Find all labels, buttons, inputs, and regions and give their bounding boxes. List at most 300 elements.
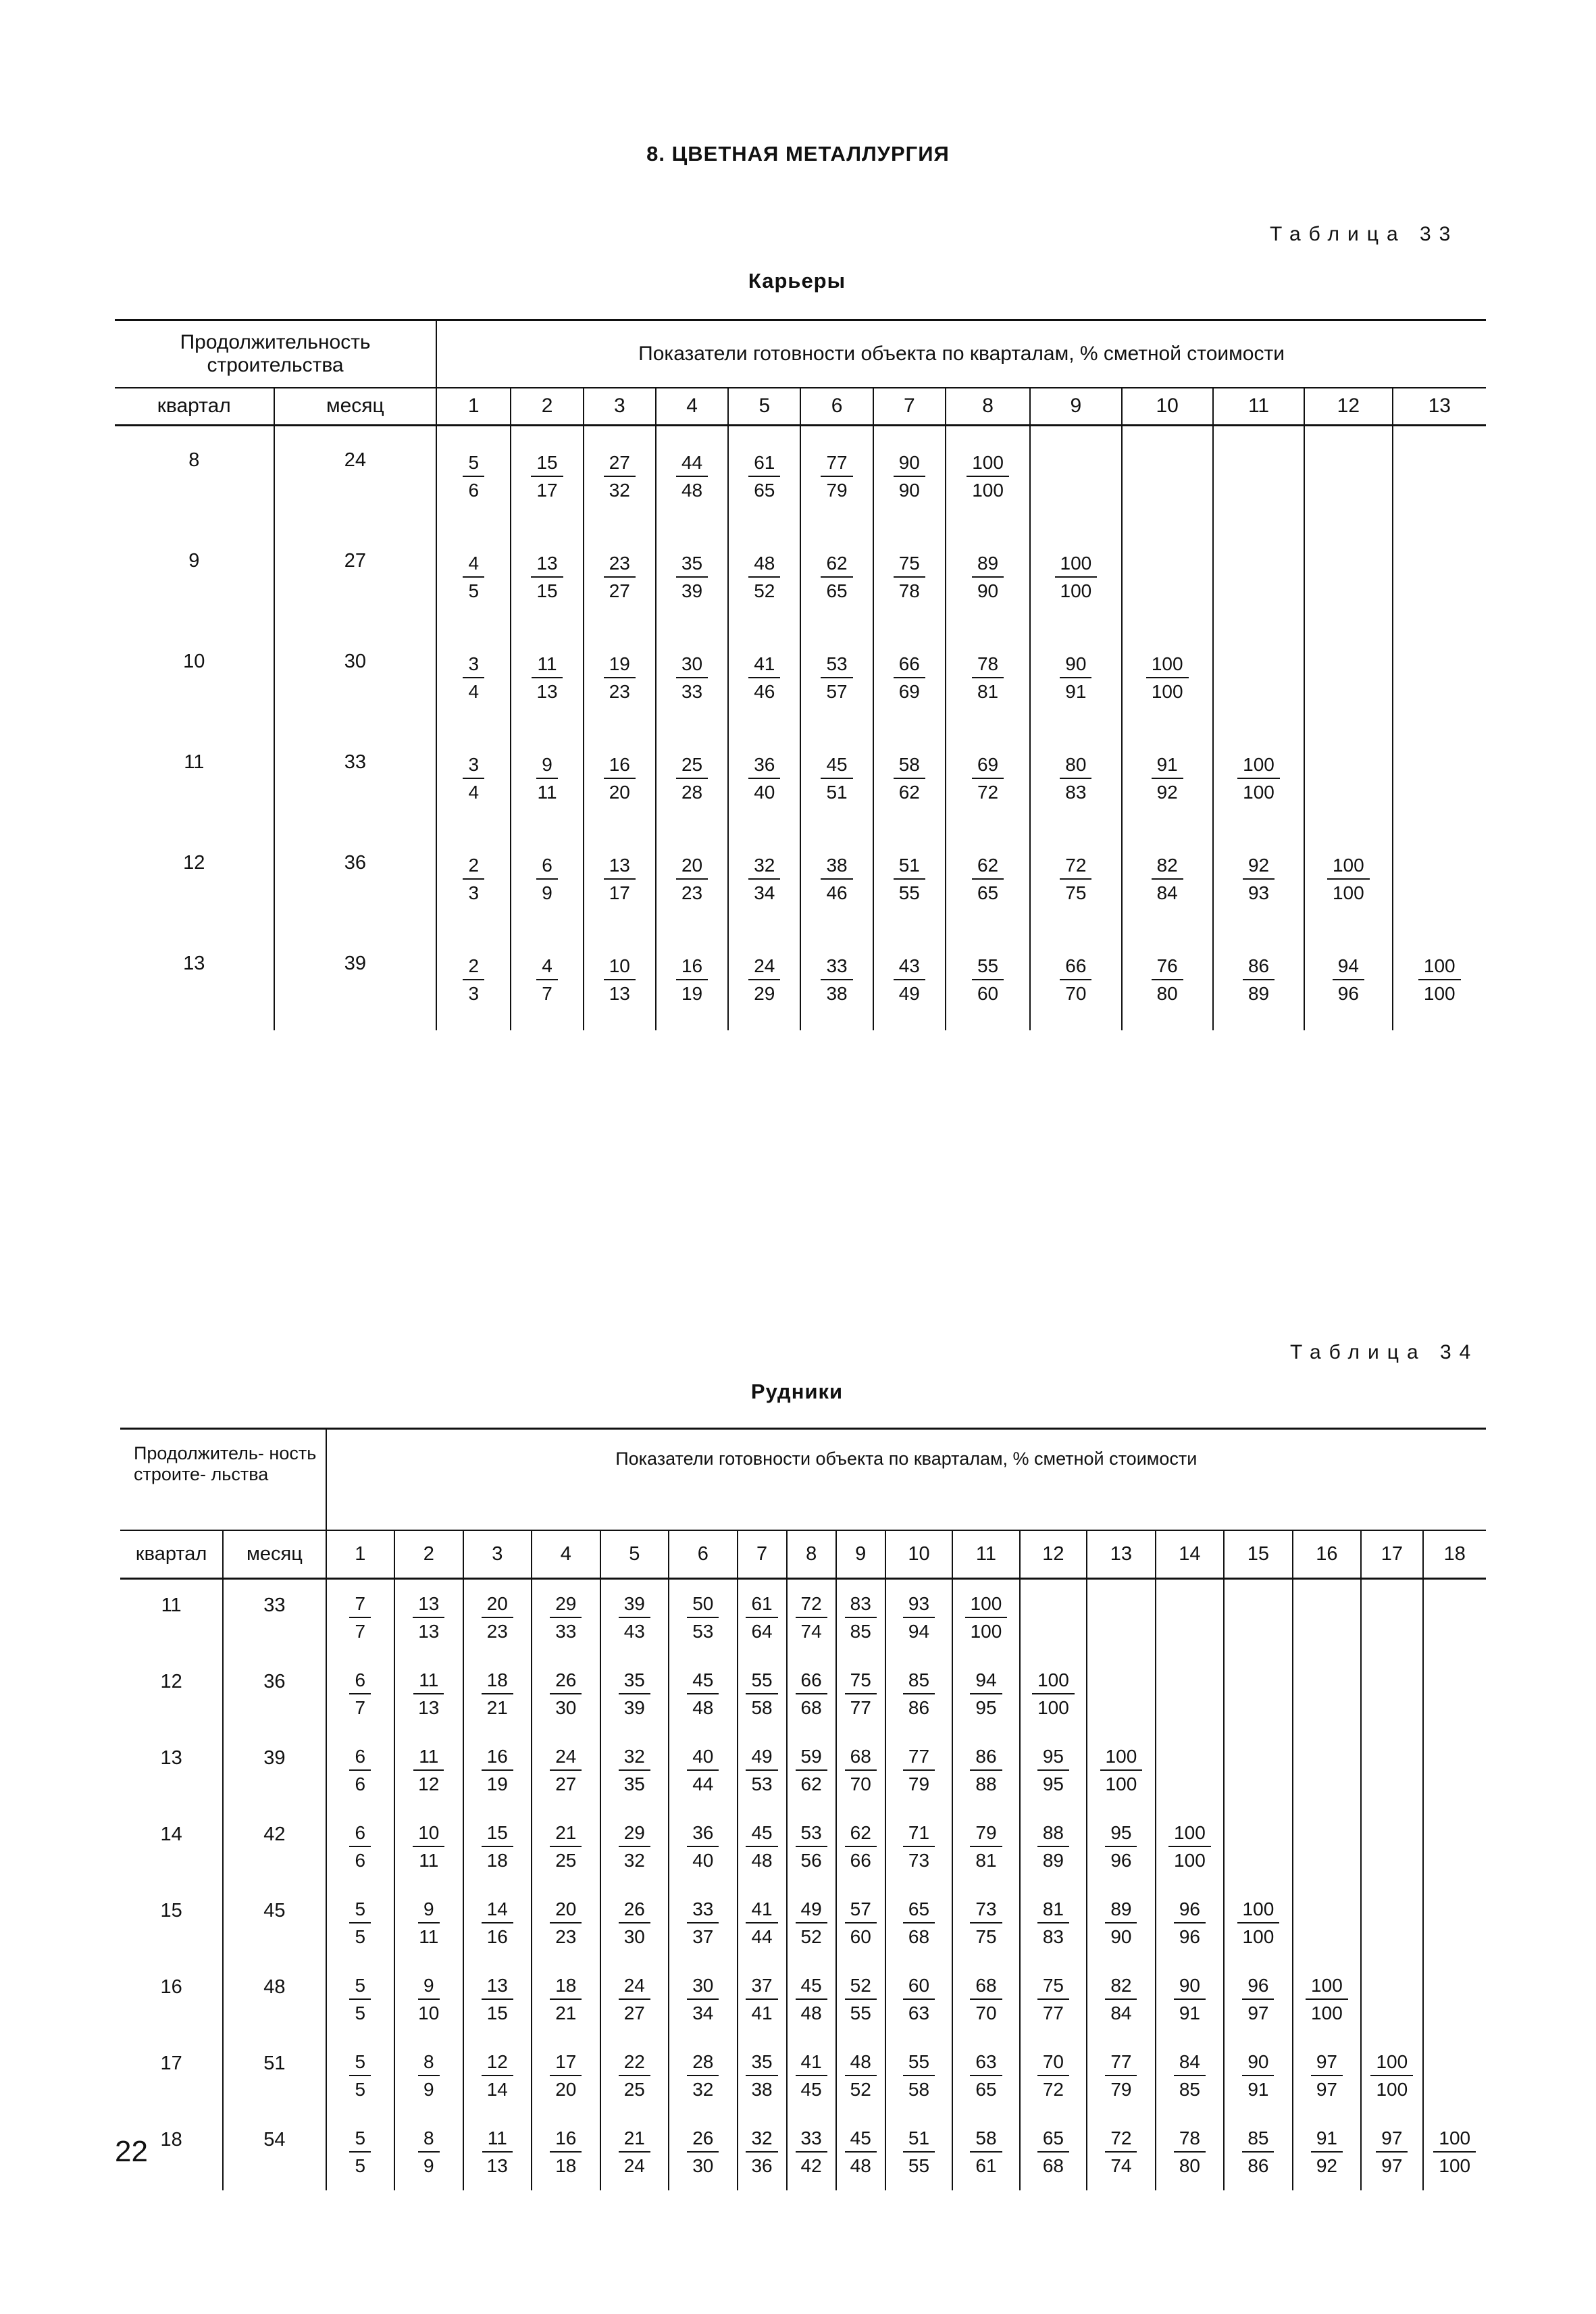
fraction [1433,2128,1476,2176]
fraction-denominator: 75 [1065,882,1087,903]
fraction [687,1746,719,1794]
fraction [746,1975,777,2023]
value-cell [1020,1961,1087,2038]
value-cell [952,2038,1019,2114]
fraction [1327,855,1370,903]
value-cell [1213,728,1304,829]
value-cell [952,1885,1019,1961]
fraction-numerator: 33 [821,955,852,980]
fraction-denominator: 62 [800,1773,822,1794]
value-cell [1293,1885,1362,1961]
value-cell [1393,628,1487,728]
value-cell [656,527,728,628]
fraction [821,452,852,501]
fraction-numerator: 51 [903,2128,935,2152]
fraction [972,653,1004,702]
fraction [1168,1822,1211,1871]
fraction-numerator: 100 [967,452,1009,476]
value-cell [600,1656,669,1732]
fraction-denominator: 86 [1247,2155,1269,2176]
fraction-denominator: 23 [555,1926,577,1947]
fraction-denominator: 48 [692,1696,714,1718]
fraction [619,2128,650,2176]
fraction-denominator: 48 [850,2155,871,2176]
quarter-header-7: 7 [873,388,946,426]
fraction-denominator: 13 [536,680,558,702]
fraction-denominator: 100 [1037,1696,1069,1718]
fraction-numerator: 39 [619,1593,650,1617]
table-33-caption: Карьеры [748,269,846,293]
fraction-denominator: 40 [754,781,775,803]
value-cell [1030,930,1121,1030]
value-cell [1423,2038,1487,2114]
fraction-denominator: 19 [486,1773,508,1794]
value-cell [463,1732,532,1809]
fraction-numerator: 66 [894,653,925,678]
value-cell [436,930,511,1030]
value-cell [326,2038,395,2114]
fraction-numerator: 90 [894,452,925,476]
table-row [115,527,1486,628]
table-row [115,426,1486,528]
fraction [972,855,1004,903]
fraction-denominator: 38 [751,2078,773,2100]
fraction [550,1975,582,2023]
fraction-numerator: 49 [796,1898,827,1923]
fraction-numerator: 49 [746,1746,777,1770]
value-cell [946,527,1030,628]
fraction-numerator: 84 [1174,2051,1206,2076]
fraction-denominator: 52 [754,580,775,601]
fraction-denominator: 32 [609,479,630,501]
fraction-denominator: 20 [555,2078,577,2100]
value-cell [1122,930,1213,1030]
row-quarter: 8 [115,426,274,528]
value-cell [787,1961,836,2038]
fraction-numerator: 4 [536,955,558,980]
value-cell [885,1732,952,1809]
fraction-denominator: 63 [908,2002,930,2023]
value-cell [436,527,511,628]
value-cell [1156,1579,1225,1657]
fraction [349,1822,371,1871]
fraction-denominator: 34 [754,882,775,903]
value-cell [1156,1809,1225,1885]
fraction-denominator: 5 [355,1926,366,1947]
fraction [1174,1898,1206,1947]
fraction-denominator: 84 [1110,2002,1132,2023]
fraction-denominator: 30 [623,1926,645,1947]
fraction [972,955,1004,1004]
value-cell [873,930,946,1030]
fraction [687,1593,719,1642]
fraction-numerator: 43 [894,955,925,980]
fraction-numerator: 51 [894,855,925,879]
value-cell [787,2114,836,2190]
value-cell [394,1656,463,1732]
fraction-numerator: 77 [821,452,852,476]
value-cell [656,728,728,829]
fraction-numerator: 26 [687,2128,719,2152]
value-cell [1293,1579,1362,1657]
fraction [970,1822,1002,1871]
fraction-numerator: 96 [1174,1898,1206,1923]
fraction-numerator: 17 [550,2051,582,2076]
fraction-numerator: 68 [970,1975,1002,1999]
fraction-numerator: 91 [1152,754,1183,778]
fraction-denominator: 83 [1065,781,1087,803]
fraction [1152,754,1183,803]
fraction-numerator: 97 [1311,2051,1343,2076]
fraction-numerator: 35 [676,553,708,577]
row-month: 36 [274,829,437,930]
fraction [1060,653,1091,702]
fraction-numerator: 25 [676,754,708,778]
row-quarter: 16 [120,1961,223,2038]
fraction-denominator: 6 [355,1849,366,1871]
fraction-numerator: 76 [1152,955,1183,980]
table-row [115,829,1486,930]
fraction-numerator: 55 [903,2051,935,2076]
fraction-denominator: 70 [1065,982,1087,1004]
fraction-numerator: 11 [413,1746,444,1770]
value-cell [1087,2114,1156,2190]
fraction-denominator: 79 [1110,2078,1132,2100]
fraction [687,2051,719,2100]
fraction-denominator: 23 [681,882,703,903]
value-cell [436,829,511,930]
fraction-numerator: 53 [796,1822,827,1846]
fraction-numerator: 20 [676,855,708,879]
fraction-numerator: 83 [845,1593,877,1617]
fraction-denominator: 43 [623,1620,645,1642]
fraction-denominator: 85 [850,1620,871,1642]
fraction [482,1593,513,1642]
fraction [903,1822,935,1871]
fraction-numerator: 93 [903,1593,935,1617]
fraction-numerator: 63 [970,2051,1002,2076]
value-cell [1423,1885,1487,1961]
fraction [894,754,925,803]
quarter-header-5: 5 [600,1530,669,1579]
fraction-denominator: 89 [1247,982,1270,1004]
fraction-numerator: 16 [550,2128,582,2152]
fraction-denominator: 40 [692,1849,714,1871]
fraction-numerator: 60 [903,1975,935,1999]
fraction-numerator: 52 [845,1975,877,1999]
fraction-denominator: 68 [800,1696,822,1718]
quarter-header-1: 1 [436,388,511,426]
fraction [413,1593,444,1642]
value-cell [1030,728,1121,829]
fraction-numerator: 81 [1037,1898,1069,1923]
fraction [746,1593,777,1642]
fraction-denominator: 97 [1316,2078,1337,2100]
table-row [115,628,1486,728]
value-cell [1224,1656,1293,1732]
row-quarter: 15 [120,1885,223,1961]
fraction-denominator: 48 [800,2002,822,2023]
value-cell [952,1732,1019,1809]
fraction-denominator: 18 [486,1849,508,1871]
fraction [970,1975,1002,2023]
fraction-numerator: 82 [1105,1975,1137,1999]
fraction-numerator: 40 [687,1746,719,1770]
value-cell [1020,1885,1087,1961]
fraction-denominator: 10 [418,2002,440,2023]
quarter-header-6: 6 [800,388,873,426]
fraction-numerator: 100 [1100,1746,1143,1770]
value-cell [600,1579,669,1657]
fraction-denominator: 5 [355,2078,366,2100]
fraction-numerator: 9 [536,754,558,778]
value-cell [394,1732,463,1809]
quarter-header-3: 3 [584,388,656,426]
value-cell [738,2038,787,2114]
row-month: 39 [223,1732,326,1809]
fraction [550,1746,582,1794]
fraction [1105,1822,1137,1871]
value-cell [1020,2038,1087,2114]
fraction-denominator: 75 [975,1926,997,1947]
fraction-denominator: 100 [1242,1926,1275,1947]
section-title: 8. ЦВЕТНАЯ МЕТАЛЛУРГИЯ [646,142,950,166]
value-cell [1293,2114,1362,2190]
fraction-denominator: 15 [486,2002,508,2023]
fraction-denominator: 100 [1105,1773,1137,1794]
value-cell [1293,1656,1362,1732]
fraction-denominator: 46 [826,882,848,903]
quarter-header-2: 2 [394,1530,463,1579]
fraction-denominator: 32 [623,1849,645,1871]
value-cell [836,2038,885,2114]
fraction-denominator: 65 [975,2078,997,2100]
fraction [796,1746,827,1794]
value-cell [728,527,800,628]
row-month: 36 [223,1656,326,1732]
fraction [796,1822,827,1871]
fraction-numerator: 41 [748,653,780,678]
fraction-numerator: 5 [349,1898,371,1923]
fraction-denominator: 95 [975,1696,997,1718]
fraction-numerator: 45 [746,1822,777,1846]
indicators-header: Показатели готовности объекта по кварталам, % сметной стоимости [436,320,1486,388]
value-cell [1030,628,1121,728]
value-cell [1087,2038,1156,2114]
fraction-denominator: 68 [908,1926,930,1947]
fraction [1060,855,1091,903]
value-cell [656,829,728,930]
fraction-numerator: 32 [748,855,780,879]
fraction-denominator: 52 [850,2078,871,2100]
value-cell [1087,1732,1156,1809]
row-month: 27 [274,527,437,628]
value-cell [600,1885,669,1961]
fraction-numerator: 16 [676,955,708,980]
value-cell [669,1656,738,1732]
fraction [845,2051,877,2100]
fraction-denominator: 53 [751,1773,773,1794]
fraction-denominator: 61 [975,2155,997,2176]
fraction-numerator: 79 [970,1822,1002,1846]
fraction-denominator: 28 [681,781,703,803]
value-cell [584,728,656,829]
quarter-header-4: 4 [532,1530,600,1579]
quarter-header-10: 10 [885,1530,952,1579]
fraction-denominator: 13 [418,1696,440,1718]
fraction [1037,1746,1069,1794]
fraction-denominator: 17 [536,479,558,501]
value-cell [669,1885,738,1961]
fraction-numerator: 14 [482,1898,513,1923]
fraction [894,452,925,501]
value-cell [1304,728,1392,829]
value-cell [1224,1809,1293,1885]
value-cell [1304,628,1392,728]
fraction-denominator: 7 [355,1696,366,1718]
value-cell [946,930,1030,1030]
value-cell [669,1961,738,2038]
fraction-numerator: 75 [1037,1975,1069,1999]
fraction [482,1898,513,1947]
fraction-numerator: 44 [676,452,708,476]
value-cell [800,728,873,829]
fraction-denominator: 23 [486,1620,508,1642]
fraction-numerator: 10 [604,955,636,980]
fraction-numerator: 3 [463,754,484,778]
fraction [972,553,1004,601]
fraction [746,1898,777,1947]
fraction [970,2051,1002,2100]
fraction [413,1822,444,1871]
fraction-numerator: 6 [349,1822,371,1846]
fraction-numerator: 11 [413,1669,444,1694]
fraction [845,1593,877,1642]
value-cell [463,1809,532,1885]
value-cell [394,2038,463,2114]
fraction [1237,1898,1280,1947]
quarter-header-13: 13 [1087,1530,1156,1579]
col-quarter-header: квартал [120,1530,223,1579]
fraction-numerator: 29 [550,1593,582,1617]
table-row [115,728,1486,829]
fraction-denominator: 74 [800,1620,822,1642]
fraction [970,1669,1002,1718]
fraction-denominator: 52 [800,1926,822,1947]
fraction-numerator: 36 [687,1822,719,1846]
fraction-denominator: 18 [555,2155,577,2176]
table-row [120,1656,1486,1732]
fraction-denominator: 72 [977,781,999,803]
fraction [845,1975,877,2023]
value-cell [1361,1656,1422,1732]
row-month: 30 [274,628,437,728]
value-cell [1122,628,1213,728]
value-cell [738,1961,787,2038]
fraction [687,1669,719,1718]
fraction [1333,955,1364,1004]
value-cell [511,829,583,930]
fraction-denominator: 74 [1110,2155,1132,2176]
fraction-denominator: 6 [355,1773,366,1794]
fraction [418,1898,440,1947]
fraction-denominator: 90 [1110,1926,1132,1947]
value-cell [326,2114,395,2190]
fraction [676,855,708,903]
row-quarter: 9 [115,527,274,628]
fraction-numerator: 65 [903,1898,935,1923]
fraction-numerator: 26 [619,1898,650,1923]
value-cell [600,1809,669,1885]
fraction-numerator: 100 [1055,553,1098,577]
value-cell [787,1885,836,1961]
fraction-denominator: 49 [898,982,920,1004]
fraction-denominator: 7 [355,1620,366,1642]
value-cell [532,2114,600,2190]
fraction-numerator: 90 [1060,653,1091,678]
row-quarter: 17 [120,2038,223,2114]
value-cell [738,1885,787,1961]
table-row [120,2114,1486,2190]
fraction [845,1898,877,1947]
fraction-numerator: 2 [463,955,484,980]
fraction [1243,955,1275,1004]
fraction [894,553,925,601]
fraction [821,653,852,702]
fraction [1242,2128,1274,2176]
value-cell [656,426,728,528]
fraction-numerator: 100 [1168,1822,1211,1846]
value-cell [1224,1961,1293,2038]
fraction-numerator: 32 [619,1746,650,1770]
table-row [120,1579,1486,1657]
fraction [687,2128,719,2176]
fraction-denominator: 100 [1060,580,1092,601]
value-cell [1122,527,1213,628]
fraction [894,653,925,702]
fraction-numerator: 24 [550,1746,582,1770]
value-cell [1361,1809,1422,1885]
fraction-numerator: 75 [894,553,925,577]
fraction-denominator: 73 [908,1849,930,1871]
fraction-denominator: 42 [800,2155,822,2176]
fraction-denominator: 95 [1042,1773,1064,1794]
value-cell [1393,527,1487,628]
table-row [115,930,1486,1030]
fraction [604,955,636,1004]
row-quarter: 14 [120,1809,223,1885]
fraction-denominator: 33 [555,1620,577,1642]
fraction-denominator: 72 [1042,2078,1064,2100]
fraction [349,1746,371,1794]
fraction [1311,2051,1343,2100]
fraction [1152,855,1183,903]
value-cell [1361,2114,1422,2190]
fraction-numerator: 100 [1306,1975,1348,1999]
value-cell [532,1656,600,1732]
value-cell [463,2114,532,2190]
fraction-numerator: 3 [463,653,484,678]
value-cell [1122,829,1213,930]
value-cell [1087,1961,1156,2038]
fraction-numerator: 13 [482,1975,513,1999]
fraction-denominator: 27 [555,1773,577,1794]
value-cell [952,1656,1019,1732]
fraction-numerator: 5 [349,1975,371,1999]
fraction-numerator: 11 [482,2128,513,2152]
fraction [349,1975,371,2023]
fraction-denominator: 100 [972,479,1004,501]
